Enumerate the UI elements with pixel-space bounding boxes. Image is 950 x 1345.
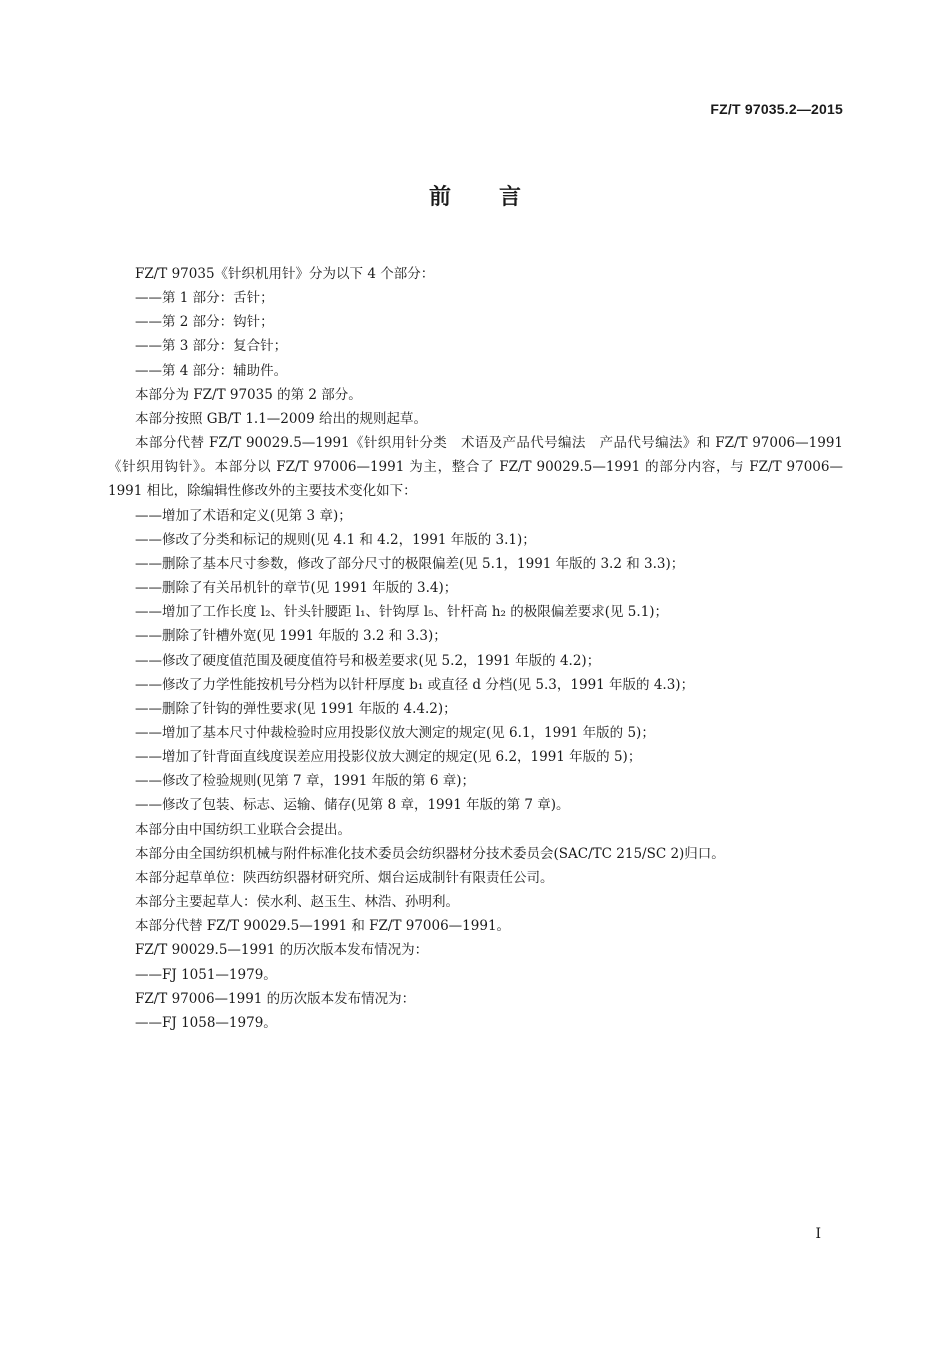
paragraph: 本部分起草单位：陕西纺织器材研究所、烟台运成制针有限责任公司。 xyxy=(135,869,554,886)
page-title: 前言 xyxy=(428,185,569,210)
list-item: ——修改了硬度值范围及硬度值符号和极差要求(见 5.2，1991 年版的 4.2)； xyxy=(135,652,601,669)
list-item: ——第 1 部分：舌针； xyxy=(135,290,274,307)
list-item: ——第 4 部分：辅助件。 xyxy=(135,362,288,379)
list-item: ——增加了工作长度 l₂、针头针腰距 l₁、针钩厚 l₅、针杆高 h₂ 的极限偏差要求(见 5.1)； xyxy=(135,604,669,621)
paragraph: FZ/T 97035《针织机用针》分为以下 4 个部分： xyxy=(135,266,435,282)
paragraph: 本部分为 FZ/T 97035 的第 2 部分。 xyxy=(135,386,362,403)
list-item: ——修改了分类和标记的规则(见 4.1 和 4.2，1991 年版的 3.1)； xyxy=(135,531,536,548)
paragraph: FZ/T 97006—1991 的历次版本发布情况为： xyxy=(135,990,416,1007)
paragraph: FZ/T 90029.5—1991 的历次版本发布情况为： xyxy=(135,942,429,959)
list-item: ——删除了针槽外宽(见 1991 年版的 3.2 和 3.3)； xyxy=(135,628,447,645)
foreword-body xyxy=(108,262,843,1035)
list-item: ——增加了针背面直线度误差应用投影仪放大测定的规定(见 6.2，1991 年版的 5)； xyxy=(135,749,642,766)
list-item: ——增加了术语和定义(见第 3 章)； xyxy=(135,507,352,524)
paragraph: 本部分代替 FZ/T 90029.5—1991《针织用针分类 术语及产品代号编法 产品代号编法》和 FZ/T 97006—1991《针织用钩针》。本部分以 FZ/T 97006—1991 为主，整合了 FZ/T 90029.5—1991 的部分内容，与 FZ/T 97006—1991 相比，除编辑性修改外的主要技术变化如下： xyxy=(108,435,843,500)
list-item: ——第 3 部分：复合针； xyxy=(135,338,288,355)
list-item: ——删除了针钩的弹性要求(见 1991 年版的 4.4.2)； xyxy=(135,700,457,717)
standard-code: FZ/T 97035.2—2015 xyxy=(710,101,843,117)
paragraph: 本部分主要起草人：侯水利、赵玉生、林浩、孙明利。 xyxy=(135,894,459,911)
list-item: ——修改了力学性能按机号分档为以针杆厚度 b₁ 或直径 d 分档(见 5.3，1991 年版的 4.3)； xyxy=(135,676,695,693)
paragraph: 本部分由中国纺织工业联合会提出。 xyxy=(135,821,351,838)
list-item: ——修改了检验规则(见第 7 章，1991 年版的第 6 章)； xyxy=(135,773,476,790)
paragraph: 本部分按照 GB/T 1.1—2009 给出的规则起草。 xyxy=(135,410,427,427)
list-item: ——删除了基本尺寸参数，修改了部分尺寸的极限偏差(见 5.1，1991 年版的 3.2 和 3.3)； xyxy=(135,555,685,572)
list-item: ——第 2 部分：钩针； xyxy=(135,314,274,331)
paragraph: 本部分由全国纺织机械与附件标准化技术委员会纺织器材分技术委员会(SAC/TC 215/SC 2)归口。 xyxy=(135,845,725,862)
paragraph: 本部分代替 FZ/T 90029.5—1991 和 FZ/T 97006—1991。 xyxy=(135,918,511,935)
list-item: ——FJ 1051—1979。 xyxy=(135,966,277,983)
list-item: ——修改了包装、标志、运输、储存(见第 8 章，1991 年版的第 7 章)。 xyxy=(135,797,570,814)
list-item: ——FJ 1058—1979。 xyxy=(135,1014,277,1031)
page-number: I xyxy=(815,1226,821,1242)
list-item: ——删除了有关吊机针的章节(见 1991 年版的 3.4)； xyxy=(135,580,458,597)
list-item: ——增加了基本尺寸仲裁检验时应用投影仪放大测定的规定(见 6.1，1991 年版的 5)； xyxy=(135,724,655,741)
